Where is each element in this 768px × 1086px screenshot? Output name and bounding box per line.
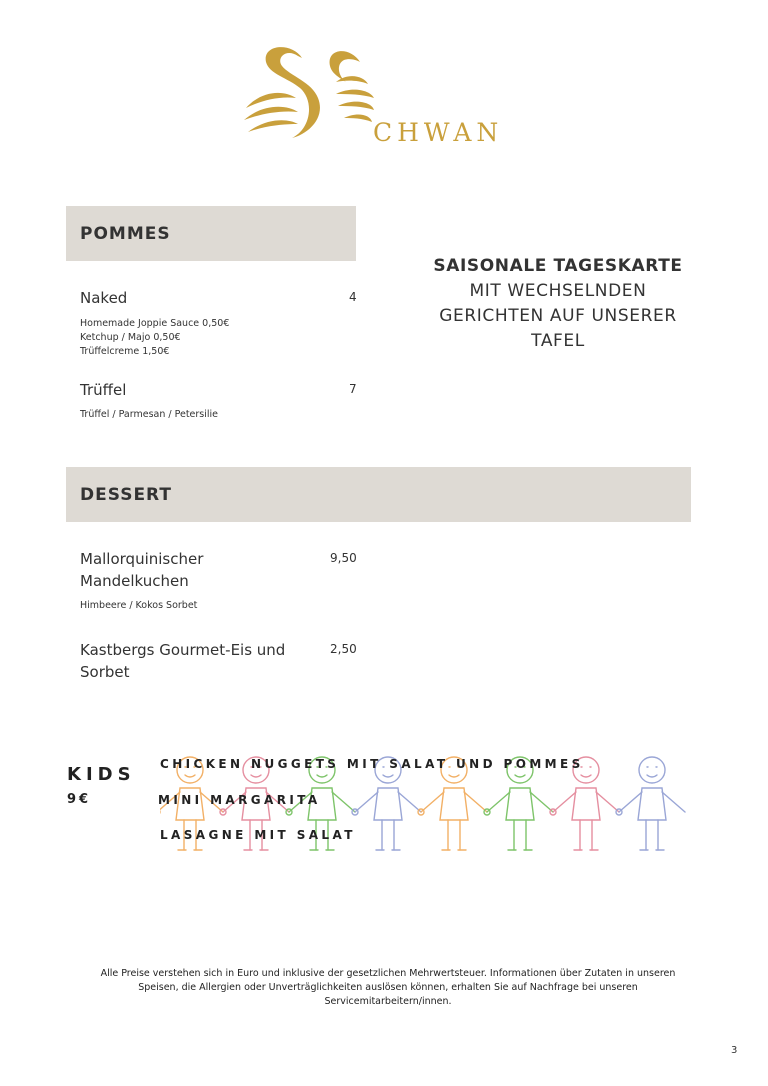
disclaimer-line: Servicemitarbeitern/innen. xyxy=(324,996,452,1007)
pommes-item-name: Naked xyxy=(80,289,128,307)
pommes-title: POMMES xyxy=(80,223,171,244)
pommes-item-desc: Trüffelcreme 1,50€ xyxy=(80,346,170,357)
disclaimer-line: Alle Preise verstehen sich in Euro und inklusive der gesetzlichen Mehrwertsteuer. Informationen über Zutaten in unseren xyxy=(100,968,676,979)
seasonal-line: TAFEL xyxy=(531,331,585,351)
pommes-item-desc: Ketchup / Majo 0,50€ xyxy=(80,332,181,343)
pommes-item-name: Trüffel xyxy=(80,381,127,399)
kids-menu-item: MINI MARGARITA xyxy=(158,793,321,807)
seasonal-line: GERICHTEN AUF UNSERER xyxy=(439,306,677,326)
dessert-item-name-line: Mandelkuchen xyxy=(80,572,189,590)
dessert-item-name xyxy=(80,639,285,683)
kids-price: 9€ xyxy=(67,792,92,807)
kids-menu-item: LASAGNE MIT SALAT xyxy=(160,828,356,842)
dessert-title: DESSERT xyxy=(80,484,172,505)
pommes-item-price: 7 xyxy=(349,382,357,396)
dessert-item-price: 2,50 xyxy=(330,642,357,656)
pommes-item-price: 4 xyxy=(349,290,357,304)
dessert-item-desc: Himbeere / Kokos Sorbet xyxy=(80,600,198,611)
dessert-header xyxy=(66,467,691,522)
pommes-item-desc: Homemade Joppie Sauce 0,50€ xyxy=(80,318,230,329)
seasonal-line: MIT WECHSELNDEN xyxy=(469,281,647,301)
dessert-item-name xyxy=(80,548,203,592)
dessert-item-name-line: Sorbet xyxy=(80,663,130,681)
logo-text: CHWAN xyxy=(373,118,504,147)
schwan-logo-icon xyxy=(240,38,375,146)
kids-title: KIDS xyxy=(67,764,136,785)
dessert-item-name-line: Kastbergs Gourmet-Eis und xyxy=(80,641,286,659)
kids-menu-item: CHICKEN NUGGETS MIT SALAT UND POMMES xyxy=(160,757,584,771)
price-disclaimer xyxy=(70,967,706,1009)
seasonal-menu-note xyxy=(420,254,696,354)
pommes-item-desc: Trüffel / Parmesan / Petersilie xyxy=(80,409,219,420)
seasonal-line: SAISONALE TAGESKARTE xyxy=(433,256,683,276)
dessert-item-name-line: Mallorquinischer xyxy=(80,550,204,568)
pommes-header xyxy=(66,206,356,261)
page-number: 3 xyxy=(731,1045,738,1056)
disclaimer-line: Speisen, die Allergien oder Unverträglichkeiten auslösen können, erhalten Sie auf Nachfrage bei unseren xyxy=(138,982,638,993)
dessert-item-price: 9,50 xyxy=(330,551,357,565)
